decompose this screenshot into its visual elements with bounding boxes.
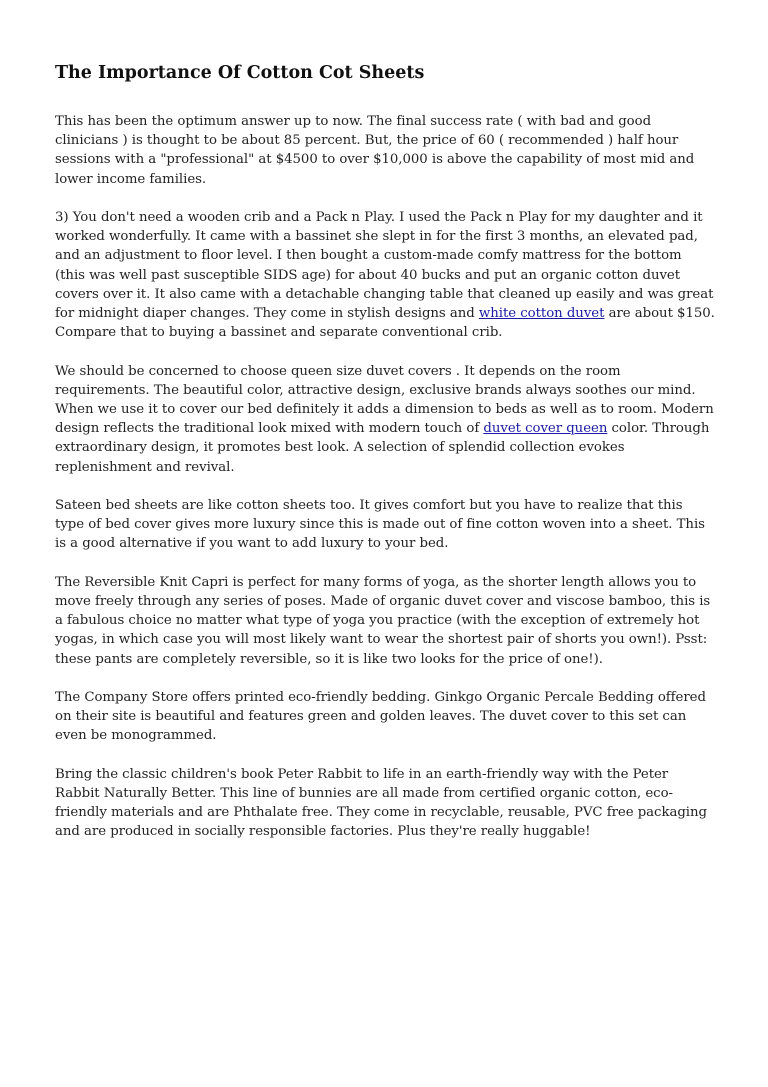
paragraph-3: [55, 362, 715, 477]
paragraph-6: The Company Store offers printed eco-friendly bedding. Ginkgo Organic Percale Bedding offered on their site is beautiful and features green and golden leaves. The duvet cover to this set can even be monogrammed.: [55, 690, 706, 744]
page-title: The Importance Of Cotton Cot Sheets: [55, 63, 425, 83]
paragraph-2-text-before: 3) You don't need a wooden crib and a Pack n Play. I used the Pack n Play for my daughter and it worked wonderfully. It came with a bassinet she slept in for the first 3 months, an elevated pad, and an adjustment to floor level. I then bought a custom-made comfy mattress for the bottom (this was well past susceptible SIDS age) for about 40 bucks and put an organic cotton duvet covers over it. It also came with a detachable changing table that cleaned up easily and was great for midnight diaper changes. They come in stylish designs and: [55, 210, 714, 322]
paragraph-4: Sateen bed sheets are like cotton sheets too. It gives comfort but you have to realize that this type of bed cover gives more luxury since this is made out of fine cotton woven into a sheet. This is a good alternative if you want to add luxury to your bed.: [55, 498, 705, 552]
white-cotton-duvet-link[interactable]: white cotton duvet: [478, 306, 605, 322]
paragraph-3-text-before: We should be concerned to choose queen size duvet covers . It depends on the room requirements. The beautiful color, attractive design, exclusive brands always soothes our mind. When we use it to cover our bed definitely it adds a dimension to beds as well as to room. Modern design reflects the traditional look mixed with modern touch of: [55, 363, 714, 437]
duvet-cover-queen-link[interactable]: duvet cover queen: [483, 421, 608, 437]
paragraph-1: This has been the optimum answer up to now. The final success rate ( with bad and good clinicians ) is thought to be about 85 percent. But, the price of 60 ( recommended ) half hour sessions with a "professional" at $4500 to over $10,000 is above the capability of most mid and lower income families.: [55, 114, 695, 187]
paragraph-7: Bring the classic children's book Peter Rabbit to life in an earth-friendly way with the Peter Rabbit Naturally Better. This line of bunnies are all made from certified organic cotton, eco-friendly materials and are Phthalate free. They come in recyclable, reusable, PVC free packaging and are produced in socially responsible factories. Plus they're really huggable!: [55, 766, 707, 840]
paragraph-5: The Reversible Knit Capri is perfect for many forms of yoga, as the shorter length allows you to move freely through any series of poses. Made of organic duvet cover and viscose bamboo, this is a fabulous choice no matter what type of yoga you practice (with the exception of extremely hot yogas, in which case you will most likely want to wear the shortest pair of shorts you own!). Psst: these pants are completely reversible, so it is like two looks for the price of one!).: [55, 574, 711, 667]
document-page: [55, 60, 715, 861]
paragraph-2-text-after: are about $150. Compare that to buying a bassinet and separate conventional crib.: [55, 306, 715, 341]
paragraph-2: [55, 208, 715, 342]
paragraph-3-text-after: color. Through extraordinary design, it promotes best look. A selection of splendid collection evokes replenishment and revival.: [55, 421, 710, 475]
